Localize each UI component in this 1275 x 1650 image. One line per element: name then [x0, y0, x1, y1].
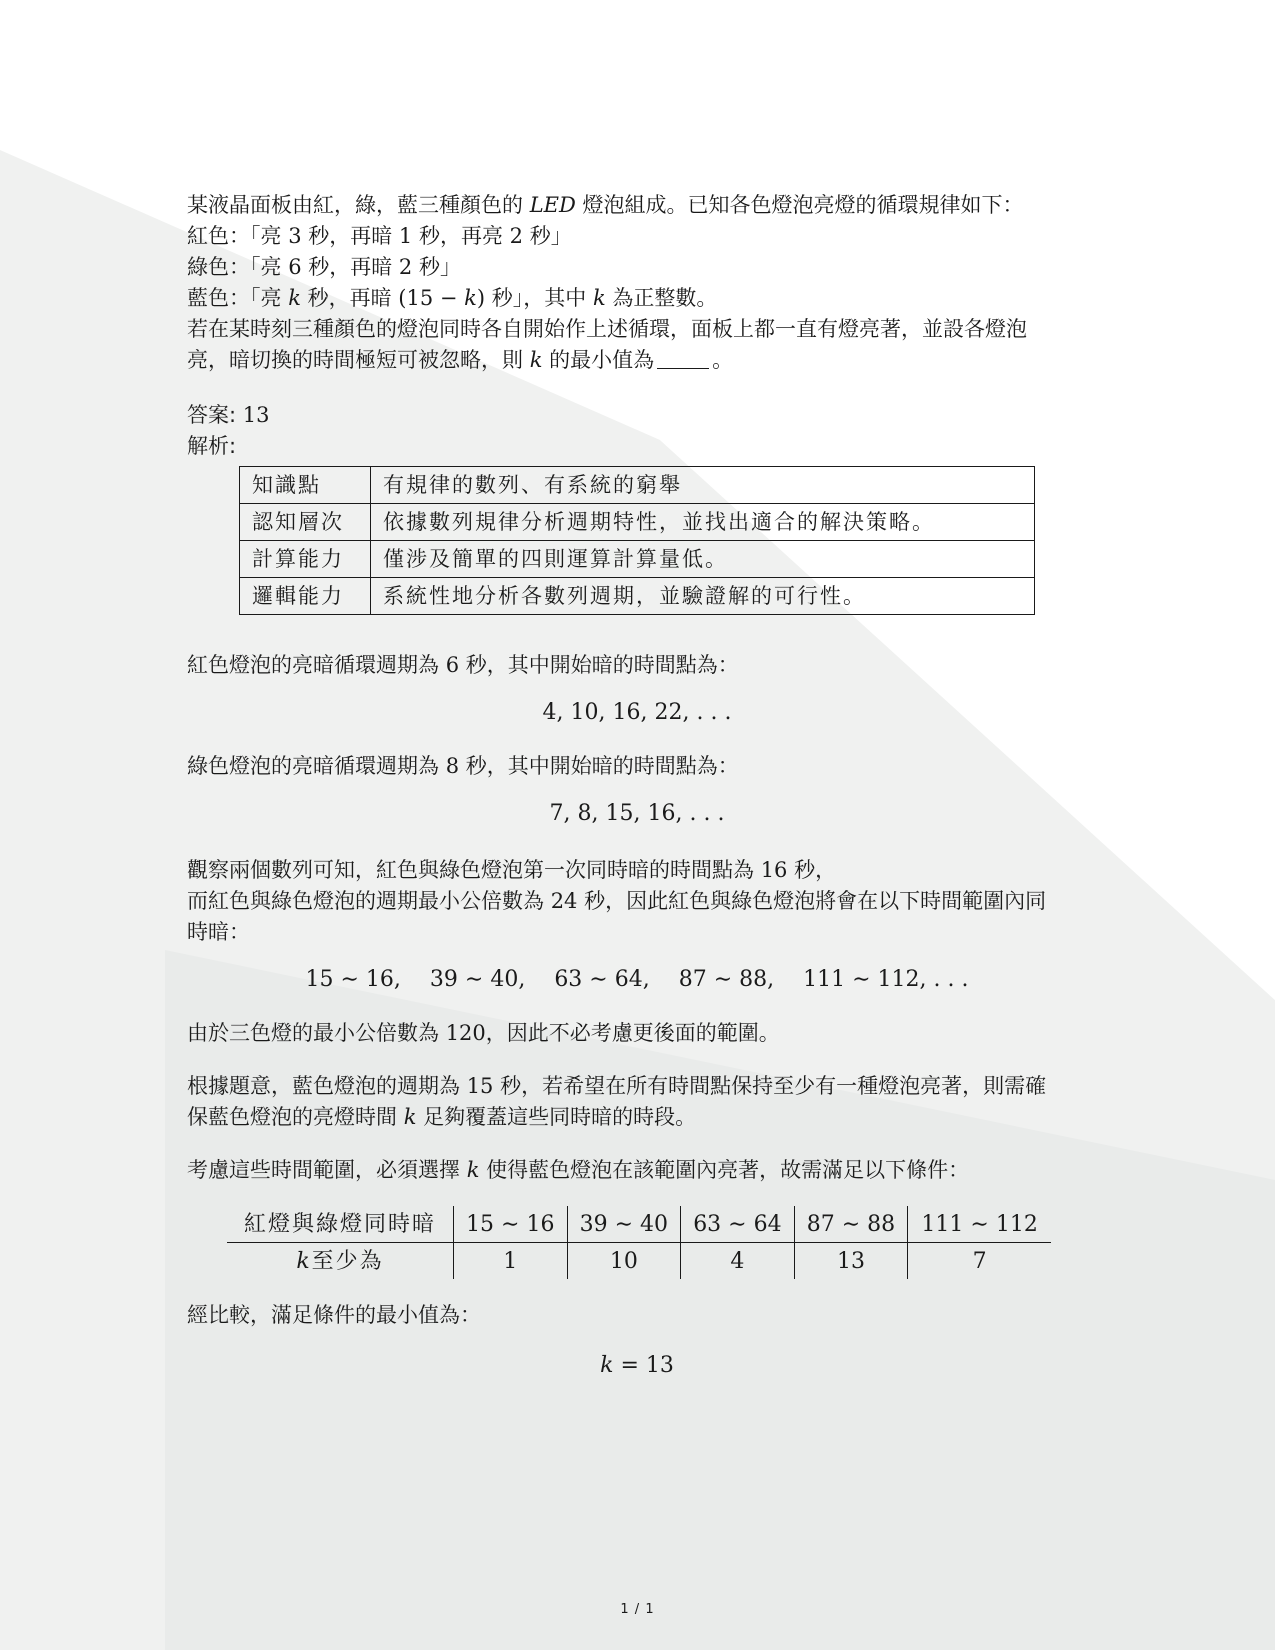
condition-range: 63 ∼ 64	[681, 1206, 795, 1243]
condition-min-k: 10	[567, 1243, 681, 1280]
red-sequence: 4, 10, 16, 22, . . .	[542, 700, 732, 725]
knowledge-table	[239, 466, 1035, 615]
condition-range: 87 ∼ 88	[794, 1206, 908, 1243]
knowledge-value: 系統性地分析各數列週期，並驗證解的可行性。	[371, 578, 1035, 615]
condition-header-label: 紅燈與綠燈同時暗	[227, 1206, 454, 1243]
green-paragraph: 綠色燈泡的亮暗循環週期為 8 秒，其中開始暗的時間點為：	[187, 754, 739, 778]
answer-value: 13	[242, 403, 270, 427]
condition-range: 39 ∼ 40	[567, 1206, 681, 1243]
question-line-4: 藍色：「亮 k 秒，再暗 (15 − k) 秒」，其中 k 為正整數。	[187, 286, 718, 310]
condition-range: 111 ∼ 112	[908, 1206, 1051, 1243]
question-line-6: 亮，暗切換的時間極短可被忽略，則 k 的最小值為 。	[187, 348, 734, 372]
lcm-paragraph: 由於三色燈的最小公倍數為 120，因此不必考慮更後面的範圍。	[187, 1021, 780, 1045]
table-row	[240, 578, 1035, 615]
answer-line: 答案: 13	[187, 403, 270, 427]
compare-paragraph: 經比較，滿足條件的最小值為：	[187, 1303, 481, 1327]
question-block	[187, 190, 1087, 376]
consider-paragraph: 考慮這些時間範圍，必須選擇 k 使得藍色燈泡在該範圍內亮著，故需滿足以下條件：	[187, 1158, 970, 1182]
answer-block	[187, 400, 1087, 462]
table-row	[227, 1243, 1051, 1280]
knowledge-value: 依據數列規律分析週期特性，並找出適合的解決策略。	[371, 504, 1035, 541]
result-equation: k = 13	[600, 1353, 674, 1378]
answer-blank	[657, 346, 709, 369]
question-line-2: 紅色：「亮 3 秒，再暗 1 秒，再亮 2 秒」	[187, 224, 572, 248]
condition-min-k: 4	[681, 1243, 795, 1280]
knowledge-key: 計算能力	[240, 541, 371, 578]
overlap-ranges	[187, 964, 1087, 995]
range-item: 15 ∼ 16,	[305, 967, 401, 992]
red-paragraph: 紅色燈泡的亮暗循環週期為 6 秒，其中開始暗的時間點為：	[187, 653, 739, 677]
page-number: 1 / 1	[620, 1602, 655, 1617]
table-row	[240, 504, 1035, 541]
knowledge-key: 知識點	[240, 467, 371, 504]
range-item: 39 ∼ 40,	[429, 967, 526, 992]
knowledge-key: 認知層次	[240, 504, 371, 541]
question-line-1: 某液晶面板由紅，綠，藍三種顏色的 LED 燈泡組成。已知各色燈泡亮燈的循環規律如下：	[187, 193, 1024, 217]
question-line-5: 若在某時刻三種顏色的燈泡同時各自開始作上述循環，面板上都一直有燈亮著，並設各燈泡	[187, 317, 1027, 341]
math-var-led: LED	[529, 193, 576, 217]
knowledge-value: 有規律的數列、有系統的窮舉	[371, 467, 1035, 504]
green-sequence: 7, 8, 15, 16, . . .	[549, 801, 725, 826]
range-item: 63 ∼ 64,	[554, 967, 650, 992]
condition-table	[227, 1206, 1051, 1279]
analysis-label: 解析:	[187, 434, 237, 458]
condition-range: 15 ∼ 16	[454, 1206, 568, 1243]
range-item: 111 ∼ 112, . . .	[803, 967, 969, 992]
question-line-3: 綠色：「亮 6 秒，再暗 2 秒」	[187, 255, 461, 279]
condition-row-label: k至少為	[296, 1248, 384, 1274]
table-row	[227, 1206, 1051, 1243]
condition-min-k: 13	[794, 1243, 908, 1280]
knowledge-key: 邏輯能力	[240, 578, 371, 615]
condition-min-k: 1	[454, 1243, 568, 1280]
observe-paragraph: 觀察兩個數列可知，紅色與綠色燈泡第一次同時暗的時間點為 16 秒， 而紅色與綠色燈泡的週期最小公倍數為 24 秒，因此紅色與綠色燈泡將會在以下時間範圍內同 時暗：	[187, 858, 1047, 944]
table-row	[240, 467, 1035, 504]
condition-min-k: 7	[908, 1243, 1051, 1280]
range-item: 87 ∼ 88,	[678, 967, 775, 992]
table-row	[240, 541, 1035, 578]
blue-paragraph: 根據題意，藍色燈泡的週期為 15 秒，若希望在所有時間點保持至少有一種燈泡亮著，則需確 保藍色燈泡的亮燈時間 k 足夠覆蓋這些同時暗的時段。	[187, 1074, 1047, 1129]
knowledge-value: 僅涉及簡單的四則運算計算量低。	[371, 541, 1035, 578]
